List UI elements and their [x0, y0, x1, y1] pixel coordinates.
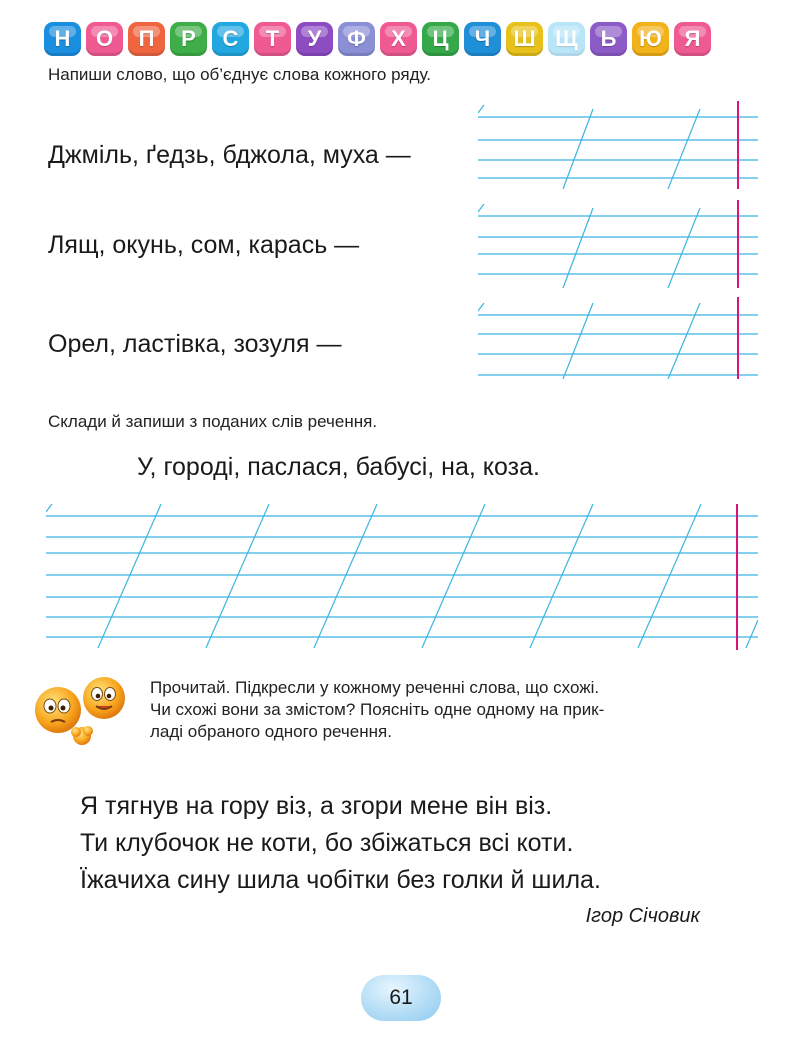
letter-tile: [296, 22, 333, 56]
letter-tile: [422, 22, 459, 56]
letter-tile: [254, 22, 291, 56]
writing-lines-2[interactable]: [478, 200, 758, 288]
ruled-lines-graphic: [46, 500, 758, 652]
letter-tile: [44, 22, 81, 56]
task2-instruction: Склади й запиши з поданих слів речення.: [48, 412, 378, 431]
page-number: 61: [361, 975, 441, 1021]
ruled-lines-graphic: [478, 101, 758, 189]
alphabet-strip: [44, 22, 711, 56]
letter-tile: [632, 22, 669, 56]
letter-tile: [380, 22, 417, 56]
letter-tile: [464, 22, 501, 56]
task1-instruction: Напиши слово, що об’єднує слова кожного ряду.: [48, 65, 432, 84]
letter-tile: [548, 22, 585, 56]
writing-lines-3[interactable]: [478, 297, 758, 379]
task3-instruction-line: ладі обраного одного речення.: [150, 722, 392, 741]
sentence-writing-lines[interactable]: [46, 500, 758, 652]
poem-author: Ігор Січовик: [585, 905, 700, 927]
letter-tile-label: Ь: [600, 26, 617, 51]
letter-tile-label: Щ: [555, 26, 578, 51]
letter-tile-label: Т: [265, 26, 280, 51]
poem-line: Я тягнув на гору віз, а згори мене він віз.: [80, 792, 553, 820]
letter-tile: [338, 22, 375, 56]
poem-line: Ти клубочок не коти, бо збіжаться всі коти.: [80, 829, 574, 857]
letter-tile-label: Ш: [513, 26, 536, 51]
letter-tile-label: Р: [181, 26, 196, 51]
poem-line: Їжачиха сину шила чобітки без голки й шила.: [80, 866, 601, 894]
sentence-words: У, городі, паслася, бабусі, на, коза.: [137, 453, 540, 481]
letter-tile: [86, 22, 123, 56]
task3-instruction-line: Чи схожі вони за змістом? Поясніть одне одному на прик-: [150, 700, 605, 719]
ruled-lines-graphic: [478, 297, 758, 379]
word-row-2: Лящ, окунь, сом, карась —: [48, 231, 360, 259]
letter-tile-label: Я: [684, 26, 701, 51]
letter-tile: [674, 22, 711, 56]
letter-tile-label: О: [95, 26, 114, 51]
two-emoji-faces-icon: [34, 670, 134, 755]
word-row-1: Джміль, ґедзь, бджола, муха —: [48, 141, 411, 169]
letter-tile-label: Ф: [347, 26, 366, 51]
writing-lines-1[interactable]: [478, 101, 758, 189]
poem: [80, 788, 601, 899]
task3-instruction-line: Прочитай. Підкресли у кожному реченні слова, що схожі.: [150, 678, 600, 697]
letter-tile-label: У: [307, 26, 322, 51]
letter-tile: [506, 22, 543, 56]
letter-tile-label: Х: [391, 26, 406, 51]
task3-instruction: [150, 677, 760, 743]
word-row-3: Орел, ластівка, зозуля —: [48, 330, 342, 358]
letter-tile: [170, 22, 207, 56]
letter-tile: [212, 22, 249, 56]
letter-tile-label: П: [138, 26, 155, 51]
letter-tile-label: С: [222, 26, 239, 51]
ruled-lines-graphic: [478, 200, 758, 288]
letter-tile-label: Ц: [432, 26, 449, 51]
letter-tile-label: Ю: [639, 26, 662, 51]
letter-tile-label: Н: [54, 26, 71, 51]
letter-tile-label: Ч: [474, 26, 491, 51]
letter-tile: [128, 22, 165, 56]
letter-tile: [590, 22, 627, 56]
